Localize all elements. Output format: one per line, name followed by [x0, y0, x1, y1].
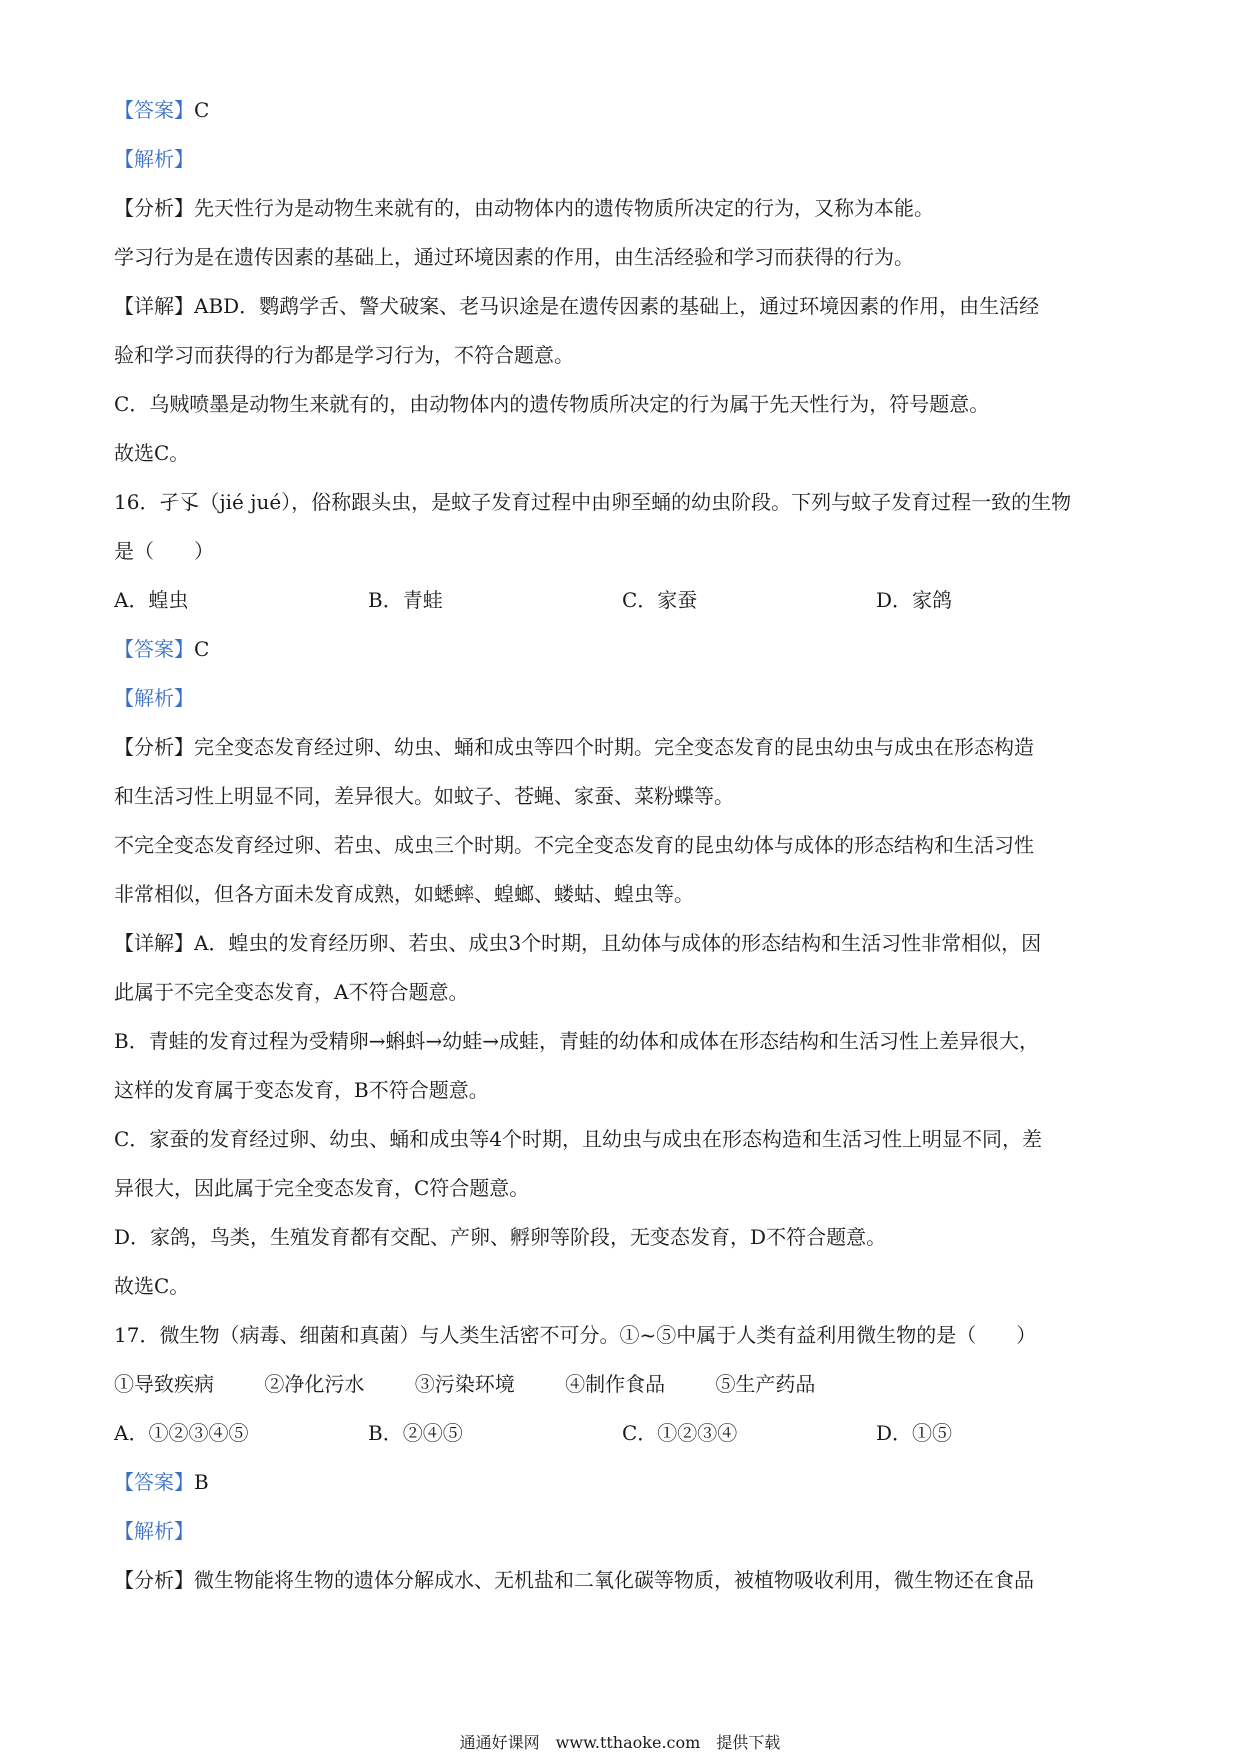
statement-item: ②净化污水 [264, 1372, 365, 1396]
conclusion-line: 故选C。 [114, 1274, 190, 1298]
statement-item: ③污染环境 [414, 1372, 515, 1396]
answer-line [114, 1468, 1134, 1517]
option-c: C．家蚕 [622, 588, 698, 612]
option-c-explanation: C．家蚕的发育经过卵、幼虫、蛹和成虫等4个时期，且幼虫与成虫在形态构造和生活习性上明显不同，差 [114, 1127, 1043, 1151]
options-row [114, 586, 1134, 635]
fenxi-line: 不完全变态发育经过卵、若虫、成虫三个时期。不完全变态发育的昆虫幼体与成体的形态结构和生活习性 [114, 833, 1034, 857]
option-c: C．①②③④ [622, 1421, 738, 1445]
analysis-tag: 【解析】 [114, 686, 194, 710]
xiangjie-line: 此属于不完全变态发育，A不符合题意。 [114, 980, 469, 1004]
option-b-explanation: B．青蛙的发育过程为受精卵→蝌蚪→幼蛙→成蛙，青蛙的幼体和成体在形态结构和生活习性上差异很大， [114, 1029, 1039, 1053]
option-b: B．②④⑤ [368, 1421, 463, 1445]
option-a: A．①②③④⑤ [114, 1421, 249, 1445]
analysis-tag-line [114, 684, 1134, 733]
fenxi-line: 非常相似，但各方面未发育成熟，如蟋蟀、蝗螂、蝼蛄、蝗虫等。 [114, 882, 694, 906]
option-d: D．①⑤ [876, 1421, 953, 1445]
answer-value: C [194, 637, 210, 661]
page-footer: 通通好课网 www.tthaoke.com 提供下载 [459, 1733, 781, 1752]
statement-item: ④制作食品 [565, 1372, 666, 1396]
statement-item: ①导致疾病 [114, 1372, 214, 1396]
fenxi-line: 【分析】先天性行为是动物生来就有的，由动物体内的遗传物质所决定的行为，又称为本能。 [114, 196, 934, 220]
option-d-explanation: D．家鸽，鸟类，生殖发育都有交配、产卵、孵卵等阶段，无变态发育，D不符合题意。 [114, 1225, 887, 1249]
analysis-tag: 【解析】 [114, 1519, 194, 1543]
xiangjie-line: 验和学习而获得的行为都是学习行为，不符合题意。 [114, 343, 574, 367]
option-c-explanation: C．乌贼喷墨是动物生来就有的，由动物体内的遗传物质所决定的行为属于先天性行为，符号题意。 [114, 392, 990, 416]
fenxi-line: 学习行为是在遗传因素的基础上，通过环境因素的作用，由生活经验和学习而获得的行为。 [114, 245, 914, 269]
fenxi-line: 【分析】完全变态发育经过卵、幼虫、蛹和成虫等四个时期。完全变态发育的昆虫幼虫与成虫在形态构造 [114, 735, 1034, 759]
document-page [114, 96, 1134, 1615]
xiangjie-line: 【详解】A．蝗虫的发育经历卵、若虫、成虫3个时期，且幼体与成体的形态结构和生活习性非常相似，因 [114, 931, 1042, 955]
question-stem: 17．微生物（病毒、细菌和真菌）与人类生活密不可分。①~⑤中属于人类有益利用微生物的是（ ） [114, 1323, 1037, 1347]
conclusion-line: 故选C。 [114, 441, 190, 465]
question-stem: 16．孑孓（jié jué），俗称跟头虫，是蚊子发育过程中由卵至蛹的幼虫阶段。下列与蚊子发育过程一致的生物 [114, 490, 1072, 514]
option-d: D．家鸽 [876, 588, 953, 612]
xiangjie-line: 【详解】ABD．鹦鹉学舌、警犬破案、老马识途是在遗传因素的基础上，通过环境因素的作用，由生活经 [114, 294, 1040, 318]
statement-items [114, 1370, 1134, 1419]
analysis-tag: 【解析】 [114, 147, 194, 171]
options-row [114, 1419, 1134, 1468]
statement-item: ⑤生产药品 [715, 1372, 816, 1396]
fenxi-line: 和生活习性上明显不同，差异很大。如蚊子、苍蝇、家蚕、菜粉蝶等。 [114, 784, 734, 808]
answer-tag: 【答案】 [114, 637, 194, 661]
analysis-tag-line [114, 145, 1134, 194]
option-b-explanation: 这样的发育属于变态发育，B不符合题意。 [114, 1078, 489, 1102]
option-c-explanation: 异很大，因此属于完全变态发育，C符合题意。 [114, 1176, 530, 1200]
answer-tag: 【答案】 [114, 98, 194, 122]
answer-value: B [194, 1470, 209, 1494]
option-b: B．青蛙 [368, 588, 443, 612]
analysis-tag-line [114, 1517, 1134, 1566]
question-stem: 是（ ） [114, 539, 214, 563]
answer-tag: 【答案】 [114, 1470, 194, 1494]
answer-line [114, 635, 1134, 684]
answer-value: C [194, 98, 210, 122]
answer-line [114, 96, 1134, 145]
fenxi-line: 【分析】微生物能将生物的遗体分解成水、无机盐和二氧化碳等物质，被植物吸收利用，微生物还在食品 [114, 1568, 1034, 1592]
option-a: A．蝗虫 [114, 588, 189, 612]
